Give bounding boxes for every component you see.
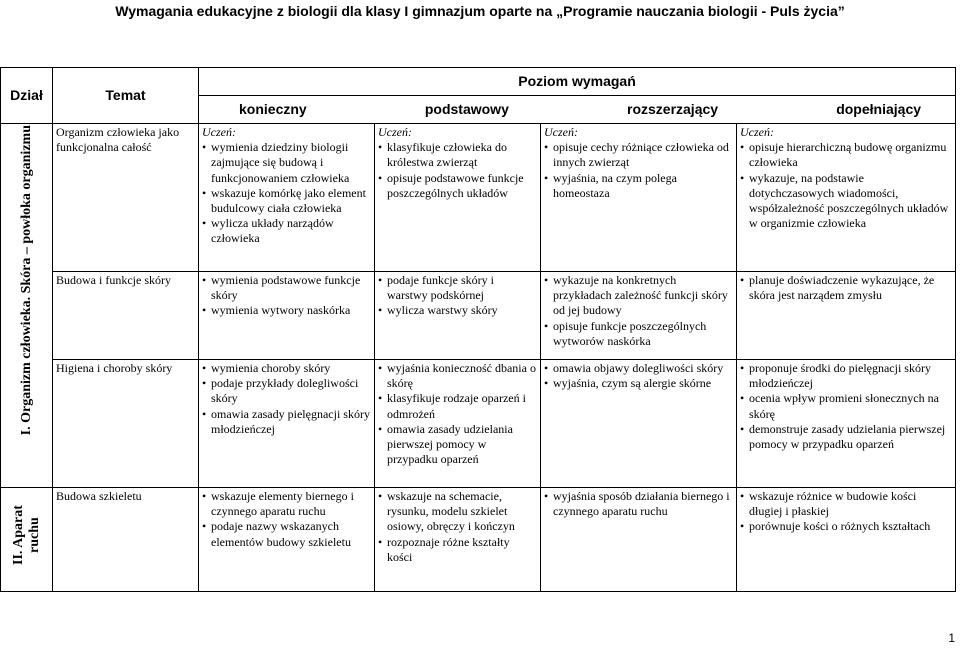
level-rozszerzajacy: rozszerzający (627, 100, 719, 117)
requirement-item: • omawia objawy dolegliwości skóry (544, 361, 733, 376)
req-podstawowy (375, 488, 541, 592)
req-konieczny (199, 360, 375, 488)
table-row (1, 124, 956, 272)
req-dopelniajacy (737, 360, 956, 488)
requirements-table (0, 67, 956, 592)
requirement-item: • wskazuje elementy biernego i czynnego aparatu ruchu (202, 489, 371, 519)
requirement-item: • wyjaśnia konieczność dbania o skórę (378, 361, 537, 391)
requirement-item: • podaje przykłady dolegliwości skóry (202, 376, 371, 406)
temat-cell: Organizm człowieka jako funkcjonalna całość (53, 124, 199, 272)
requirement-item: • proponuje środki do pielęgnacji skóry młodzieńczej (740, 361, 952, 391)
requirement-item: • opisuje podstawowe funkcje poszczególnych układów (378, 171, 537, 201)
requirement-item: • wymienia dziedziny biologii zajmujące się budową i funkcjonowaniem człowieka (202, 140, 371, 186)
header-temat: Temat (53, 68, 199, 124)
requirement-item: • wylicza układy narządów człowieka (202, 216, 371, 246)
requirement-item: • porównuje kości o różnych kształtach (740, 519, 952, 534)
header-dzial: Dział (1, 68, 53, 124)
requirement-item: • demonstruje zasady udzielania pierwszej pomocy w przypadku oparzeń (740, 422, 952, 452)
requirement-item: • wykazuje, na podstawie dotychczasowych wiadomości, współzależność poszczególnych układów w organizmie człowieka (740, 171, 952, 232)
requirement-item: • ocenia wpływ promieni słonecznych na skórę (740, 391, 952, 421)
section-dzial-1-label: I. Organizm człowieka. Skóra – powłoka organizmu (18, 125, 34, 436)
temat-cell: Budowa i funkcje skóry (53, 272, 199, 360)
level-dopelniajacy: dopełniający (836, 100, 922, 117)
requirement-item: • wyjaśnia, czym są alergie skórne (544, 376, 733, 391)
requirement-item: • wymienia choroby skóry (202, 361, 371, 376)
level-konieczny: konieczny (239, 100, 307, 117)
req-podstawowy (375, 360, 541, 488)
req-konieczny (199, 272, 375, 360)
section-dzial-2 (1, 488, 53, 592)
requirement-item: • wyjaśnia sposób działania biernego i czynnego aparatu ruchu (544, 489, 733, 519)
req-dopelniajacy (737, 272, 956, 360)
requirement-item: • wylicza warstwy skóry (378, 303, 537, 318)
document-title: Wymagania edukacyjne z biologii dla klasy I gimnazjum oparte na „Programie nauczania biologii - Puls życia” (115, 3, 845, 19)
requirement-item: • opisuje cechy różniące człowieka od innych zwierząt (544, 140, 733, 170)
requirement-item: • wskazuje komórkę jako element budulcowy ciała człowieka (202, 186, 371, 216)
requirement-item: • wyjaśnia, na czym polega homeostaza (544, 171, 733, 201)
requirement-item: • wymienia podstawowe funkcje skóry (202, 273, 371, 303)
requirement-item: • wykazuje na konkretnych przykładach zależność funkcji skóry od jej budowy (544, 273, 733, 319)
req-rozszerzajacy (541, 488, 737, 592)
requirement-item: • podaje nazwy wskazanych elementów budowy szkieletu (202, 519, 371, 549)
requirement-item: • klasyfikuje człowieka do królestwa zwierząt (378, 140, 537, 170)
requirement-item: • wymienia wytwory naskórka (202, 303, 371, 318)
page-number: 1 (948, 631, 955, 645)
requirement-item: • wskazuje na schemacie, rysunku, modelu szkielet osiowy, obręczy i kończyn (378, 489, 537, 535)
table-row (1, 272, 956, 360)
section-dzial-1 (1, 124, 53, 488)
temat-cell: Higiena i choroby skóry (53, 360, 199, 488)
level-podstawowy: podstawowy (424, 100, 509, 117)
table-row (1, 360, 956, 488)
requirement-item: • rozpoznaje różne kształty kości (378, 535, 537, 565)
req-podstawowy (375, 272, 541, 360)
requirement-item: • omawia zasady udzielania pierwszej pomocy w przypadku oparzeń (378, 422, 537, 468)
req-dopelniajacy (737, 488, 956, 592)
requirement-item: • wskazuje różnice w budowie kości długiej i płaskiej (740, 489, 952, 519)
requirement-item: • klasyfikuje rodzaje oparzeń i odmrożeń (378, 391, 537, 421)
requirement-item: • podaje funkcje skóry i warstwy podskórnej (378, 273, 537, 303)
req-konieczny: Uczeń: • wymienia dziedziny biologii zajmujące się budową i funkcjonowaniem człowieka • wskazuje komórkę jako element budulcowy ciała człowieka • wylicza układy narządów człowieka (199, 124, 375, 272)
req-podstawowy: Uczeń: • klasyfikuje człowieka do królestwa zwierząt • opisuje podstawowe funkcje poszczególnych układów (375, 124, 541, 272)
req-rozszerzajacy: Uczeń: • opisuje cechy różniące człowieka od innych zwierząt • wyjaśnia, na czym polega homeostaza (541, 124, 737, 272)
requirement-item: • omawia zasady pielęgnacji skóry młodzieńczej (202, 407, 371, 437)
header-poziom-wymagan: Poziom wymagań (199, 68, 956, 96)
section-dzial-2-label: II. Aparat ruchu (10, 505, 42, 565)
requirement-item: • opisuje funkcje poszczególnych wytworów naskórka (544, 319, 733, 349)
req-konieczny (199, 488, 375, 592)
header-levels (199, 96, 956, 124)
req-rozszerzajacy (541, 360, 737, 488)
requirement-item: • opisuje hierarchiczną budowę organizmu człowieka (740, 140, 952, 170)
req-rozszerzajacy (541, 272, 737, 360)
temat-cell: Budowa szkieletu (53, 488, 199, 592)
req-dopelniajacy: Uczeń: • opisuje hierarchiczną budowę organizmu człowieka • wykazuje, na podstawie dotychczasowych wiadomości, współzależność poszczególnych układów w organizmie człowieka (737, 124, 956, 272)
table-row (1, 488, 956, 592)
requirement-item: • planuje doświadczenie wykazujące, że skóra jest narządem zmysłu (740, 273, 952, 303)
